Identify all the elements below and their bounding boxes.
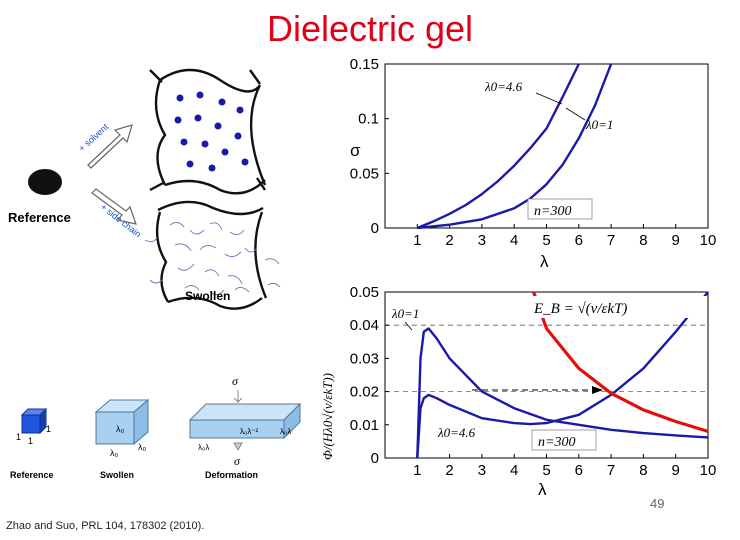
swollen-label: Swollen: [185, 289, 231, 303]
bot-xtick-label: 1: [413, 462, 422, 479]
top-xtick-label: 4: [510, 232, 519, 249]
top-xtick-label: 8: [639, 232, 648, 249]
bot-xtick-label: 5: [542, 462, 551, 479]
top-xtick-label: 10: [699, 232, 717, 249]
bot-xtick-label: 4: [510, 462, 519, 479]
bot-annotation-lambda46: λ0=4.6: [438, 425, 476, 440]
bot-xtick-label: 10: [699, 462, 717, 479]
energy-vs-lambda-chart: [320, 280, 717, 510]
top-xtick-label: 5: [542, 232, 551, 249]
top-xtick-label: 7: [606, 232, 616, 249]
citation: Zhao and Suo, PRL 104, 178302 (2010).: [6, 520, 205, 532]
svg-text:σ: σ: [232, 374, 238, 388]
reference-polymer-blob: [29, 170, 61, 194]
top-annotation-lambda46: λ0=4.6: [485, 79, 523, 94]
sigma-vs-lambda-chart: [330, 50, 717, 290]
solvent-arrow: [77, 121, 132, 168]
side-chain-arrow: [92, 189, 143, 239]
bot-xtick-label: 8: [639, 462, 648, 479]
side-chain-arrow-label: + side chain: [98, 201, 143, 240]
bot-xlabel: λ: [538, 480, 547, 499]
swollen-cube: [96, 400, 148, 458]
svg-text:1: 1: [16, 432, 22, 442]
top-annotation-n300: n=300: [534, 204, 572, 219]
bot-ytick-label: 0.02: [349, 383, 379, 401]
bot-ytick-label: 0.01: [349, 416, 379, 434]
deformation-slab: [190, 374, 300, 468]
reference-label: Reference: [8, 210, 71, 225]
svg-text:λ₀: λ₀: [116, 424, 125, 434]
svg-text:1: 1: [28, 436, 34, 446]
top-xtick-label: 1: [413, 232, 422, 249]
top-xtick-label: 9: [671, 232, 680, 249]
bot-ytick-label: 0.03: [349, 350, 379, 368]
bot-xtick-label: 2: [445, 462, 454, 479]
swollen-solvent-network: [150, 70, 265, 193]
bot-annotation-n300: n=300: [538, 435, 576, 450]
bot-ytick-label: 0: [370, 450, 379, 467]
bot-xtick-label: 3: [477, 462, 487, 479]
bot-xtick-label: 9: [671, 462, 680, 479]
bot-ytick-label: 0.04: [349, 317, 379, 335]
top-xtick-label: 2: [445, 232, 454, 249]
svg-text:σ: σ: [234, 454, 240, 468]
bot-annotation-lambda1: λ0=1: [392, 306, 420, 321]
top-xtick-label: 6: [574, 232, 583, 249]
svg-text:λ₀λ⁻²: λ₀λ⁻²: [240, 427, 259, 436]
solvent-arrow-label: + solvent: [76, 121, 111, 154]
bot-annotation-eb: E_B = √(v/εkT): [534, 301, 628, 317]
bot-xtick-label: 7: [606, 462, 616, 479]
page-number: 49: [650, 496, 665, 511]
top-xtick-label: 3: [477, 232, 487, 249]
svg-text:λ₀: λ₀: [110, 448, 119, 458]
svg-text:λ₀: λ₀: [138, 442, 147, 452]
top-ylabel: σ: [350, 141, 361, 160]
bot-xtick-label: 6: [574, 462, 583, 479]
svg-text:λ₀λ: λ₀λ: [280, 427, 292, 436]
svg-text:1: 1: [46, 424, 52, 434]
gel-schematic: [0, 40, 330, 540]
bot-ytick-label: 0.05: [349, 284, 379, 301]
bot-ylabel: Φ/(Hλ0√(v/εkT)): [320, 373, 335, 460]
top-ytick-label: 0.05: [349, 165, 379, 183]
top-ytick-label: 0.15: [349, 56, 379, 73]
cube-reference-label: Reference: [10, 470, 54, 480]
top-xlabel: λ: [540, 252, 549, 271]
cube-swollen-label: Swollen: [100, 470, 135, 480]
top-ytick-label: 0.1: [358, 110, 379, 128]
slide-title: Dielectric gel: [266, 8, 474, 49]
cube-deformation-label: Deformation: [205, 470, 259, 480]
svg-text:λ₀λ: λ₀λ: [198, 443, 210, 452]
top-annotation-lambda1: λ0=1: [586, 117, 614, 132]
top-ytick-label: 0: [370, 220, 379, 237]
reference-cube: [16, 409, 51, 446]
